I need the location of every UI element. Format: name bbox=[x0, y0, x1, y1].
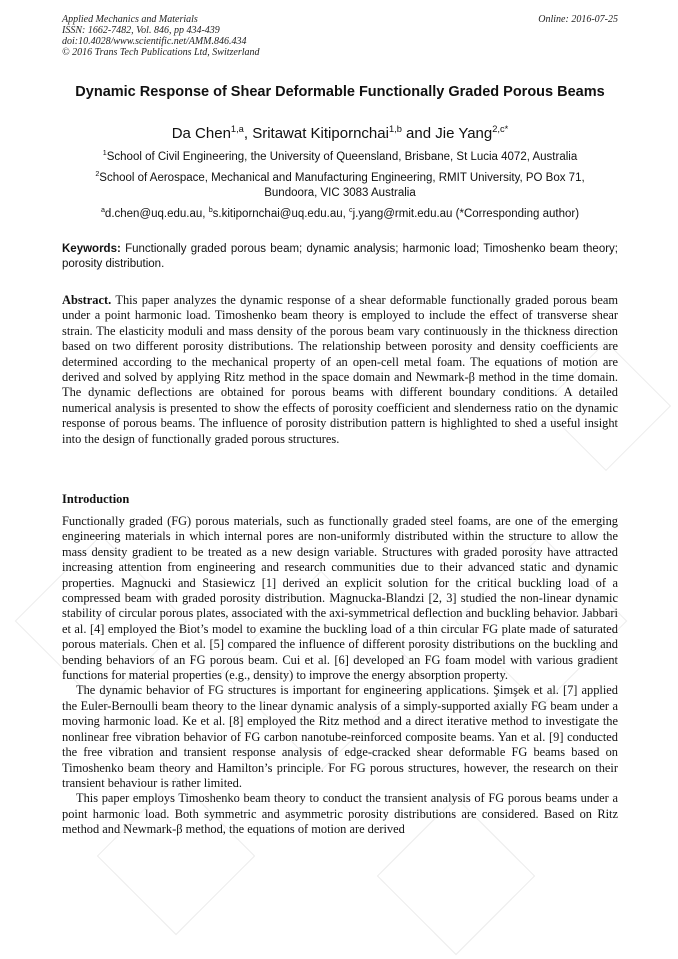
introduction-body bbox=[62, 514, 618, 838]
author-emails: $^a$d.chen@uq.edu.au, $^b$s.kitipornchai@uq.edu.au, $^c$j.yang@rmit.edu.au (*Corresponding author) bbox=[100, 206, 580, 220]
journal-doi: doi:10.4028/www.scientific.net/AMM.846.434 bbox=[62, 36, 247, 47]
author-name: Sritawat Kitipornchai bbox=[252, 125, 389, 142]
email-link[interactable]: d.chen@uq.edu.au, bbox=[104, 208, 209, 220]
author-separator: , bbox=[243, 125, 253, 142]
author-affiliation-mark: 1,b bbox=[388, 124, 402, 134]
author-affiliation-mark: 2,c* bbox=[492, 124, 509, 134]
author-name: Da Chen bbox=[171, 125, 231, 142]
email-link[interactable]: s.kitipornchai@uq.edu.au, bbox=[212, 208, 349, 220]
author-affiliation-mark: 1,a bbox=[230, 124, 244, 134]
paper-title: Dynamic Response of Shear Deformable Functionally Graded Porous Beams bbox=[75, 84, 605, 100]
keywords bbox=[62, 242, 618, 272]
journal-copyright: © 2016 Trans Tech Publications Ltd, Switzerland bbox=[62, 47, 260, 58]
abstract-label: Abstract. bbox=[62, 293, 112, 307]
author-name: Jie Yang bbox=[435, 125, 493, 142]
affiliation-2: $^2$School of Aerospace, Mechanical and Manufacturing Engineering, RMIT University, PO Box 71, Bundoora, VIC 3083 Australia bbox=[95, 170, 585, 199]
journal-issn: ISSN: 1662-7482, Vol. 846, pp 434-439 bbox=[62, 25, 220, 36]
journal-header bbox=[62, 14, 618, 58]
paragraph: The dynamic behavior of FG structures is important for engineering applications. Şimşek et al. [7] applied the Euler-Bernoulli beam theory to the linear dynamic analysis of a simply-supported axially FG beam under a moving harmonic load. Ke et al. [8] employed the Ritz method and a direct iterative method to investigate the nonlinear free vibration behavior of FG carbon nanotube-reinforced composite beams. Yan et al. [9] conducted the free vibration and transient response analysis of edge-cracked shear deformable FG beams based on Timoshenko beam theory and Hamilton’s principle. For FG porous structures, however, the research on their transient behaviour is rather limited. bbox=[62, 683, 618, 790]
paragraph: Functionally graded (FG) porous materials, such as functionally graded steel foams, are one of the emerging engineering materials in which internal pores are non-uniformly distributed within the structure to allow the mass density gradient to be treated as a new design variable. Structures with graded porosity have attracted increasing attention from engineering and research communities due to their advanced static and dynamic properties. Magnucki and Stasiewicz [1] derived an explicit solution for the critical buckling load of a compressed beam with graded porosity distribution. Magnucka-Blandzi [2, 3] studied the non-linear dynamic stability of circular porous plates, associated with the axi-symmetrical deflection and buckling behavior. Jabbari et al. [4] employed the Biot’s model to examine the buckling load of a thin circular FG plate made of saturated porous materials. Chen et al. [5] compared the influence of different porosity distributions on the buckling and bending behaviors of an FG porous beam. Cui et al. [6] developed an FG foam model with various gradient functions for material properties (e.g., density) to improve the energy absorption property. bbox=[62, 514, 618, 683]
abstract-text: This paper analyzes the dynamic response of a shear deformable functionally graded porous beam under a point harmonic load. Timoshenko beam theory is employed to include the effect of transverse shear strain. The elasticity moduli and mass density of the porous beam vary continuously in the thickness direction based on two different porosity distributions. The relationship between porosity and density coefficients are determined according to the mechanical property of an open-cell metal foam. The equations of motion are derived and solved by applying Ritz method in the space domain and Newmark-β method in the time domain. The dynamic deflections are obtained for porous beams with different boundary conditions. A detailed numerical analysis is presented to show the effects of porosity coefficient and slenderness ratio on the dynamic response of porous beams. The influence of porosity distribution pattern is highlighted to shed a useful insight into the design of functionally graded porous structures. bbox=[62, 293, 619, 446]
affiliation-1: $^1$School of Civil Engineering, the University of Queensland, Brisbane, St Lucia 4072, Australia bbox=[102, 149, 578, 163]
keywords-label: Keywords: bbox=[62, 243, 121, 255]
author-list bbox=[62, 124, 618, 144]
abstract bbox=[62, 293, 618, 447]
keywords-text: Functionally graded porous beam; dynamic analysis; harmonic load; Timoshenko beam theory; porosity distribution. bbox=[62, 243, 618, 270]
section-heading-introduction: Introduction bbox=[62, 492, 130, 506]
author-separator: and bbox=[401, 125, 436, 142]
paragraph: This paper employs Timoshenko beam theory to conduct the transient analysis of FG porous beams under a point harmonic load. Both symmetric and asymmetric porosity distributions are considered. Based on Ritz method and Newmark-β method, the equations of motion are derived bbox=[62, 791, 618, 837]
online-date: Online: 2016-07-25 bbox=[538, 14, 618, 25]
journal-name: Applied Mechanics and Materials bbox=[62, 14, 198, 25]
email-link[interactable]: j.yang@rmit.edu.au (*Corresponding author) bbox=[352, 208, 580, 220]
